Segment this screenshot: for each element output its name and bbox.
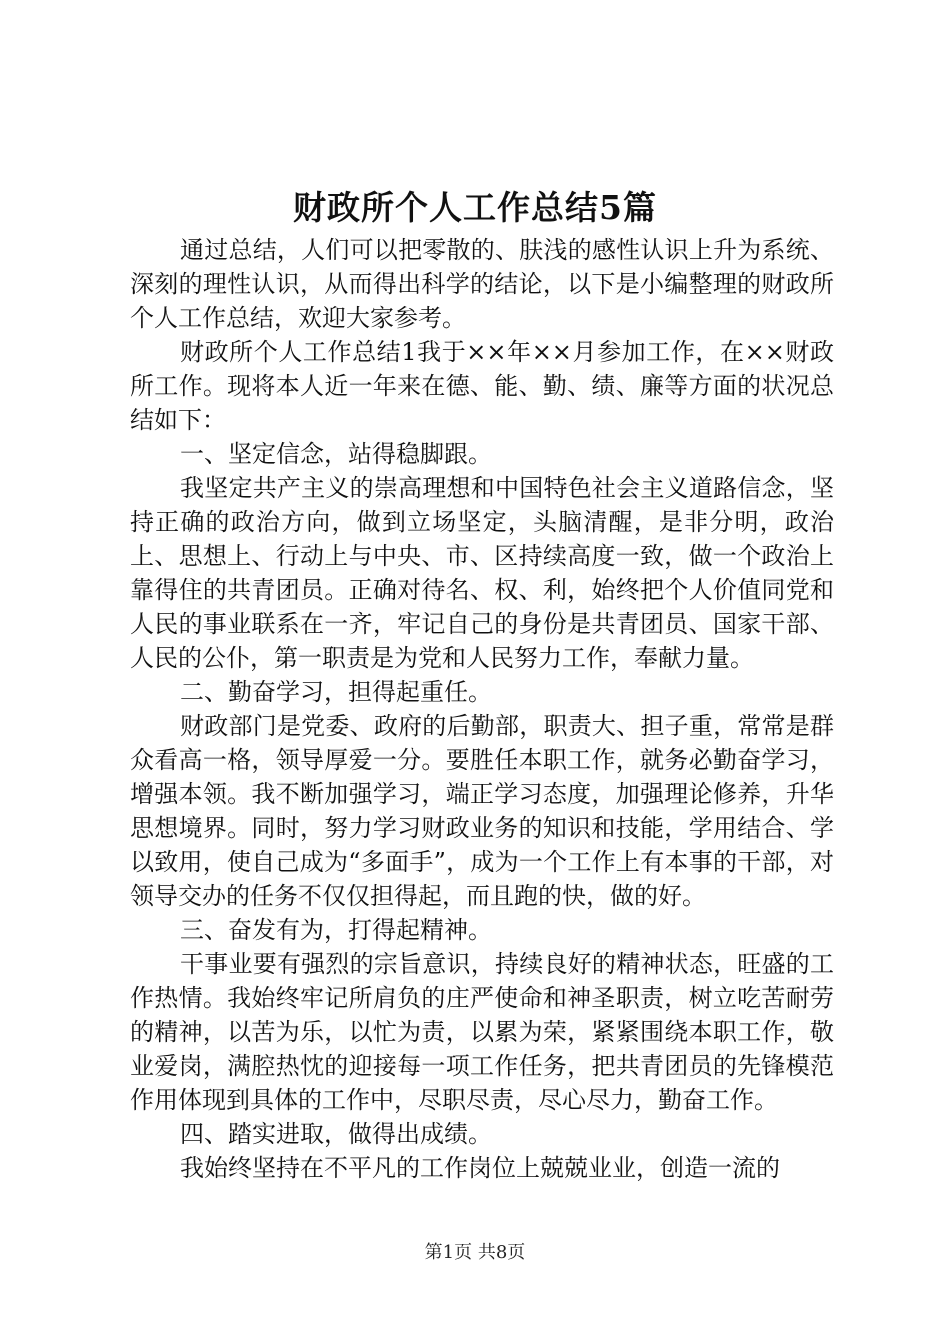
section-heading-4: 四、踏实进取，做得出成绩。	[180, 1120, 492, 1148]
section-paragraph-4: 我始终坚持在不平凡的工作岗位上兢兢业业，创造一流的	[180, 1154, 780, 1182]
section-paragraph-3: 干事业要有强烈的宗旨意识，持续良好的精神状态，旺盛的工作热情。我始终牢记所肩负的庄严使命和神圣职责，树立吃苦耐劳的精神，以苦为乐，以忙为责，以累为荣，紧紧围绕本职工作，敬业爱岗，满腔热忱的迎接每一项工作任务，把共青团员的先锋模范作用体现到具体的工作中，尽职尽责，尽心尽力，勤奋工作。	[130, 950, 834, 1114]
section-paragraph-1: 我坚定共产主义的崇高理想和中国特色社会主义道路信念，坚持正确的政治方向，做到立场坚定，头脑清醒，是非分明，政治上、思想上、行动上与中央、市、区持续高度一致，做一个政治上靠得住的共青团员。正确对待名、权、利，始终把个人价值同党和人民的事业联系在一齐，牢记自己的身份是共青团员、国家干部、人民的公仆，第一职责是为党和人民努力工作，奉献力量。	[130, 474, 834, 672]
document-body	[130, 233, 834, 1185]
section-heading-1: 一、坚定信念，站得稳脚跟。	[180, 440, 492, 468]
section-paragraph-2: 财政部门是党委、政府的后勤部，职责大、担子重，常常是群众看高一格，领导厚爱一分。要胜任本职工作，就务必勤奋学习，增强本领。我不断加强学习，端正学习态度，加强理论修养，升华思想境界。同时，努力学习财政业务的知识和技能，学用结合、学以致用，使自己成为“多面手”，成为一个工作上有本事的干部，对领导交办的任务不仅仅担得起，而且跑的快，做的好。	[130, 712, 834, 910]
page-footer: 第1页 共8页	[424, 1242, 526, 1263]
section-heading-2: 二、勤奋学习，担得起重任。	[180, 678, 492, 706]
section-heading-3: 三、奋发有为，打得起精神。	[180, 916, 492, 944]
summary-1-opening-paragraph: 财政所个人工作总结1我于××年××月参加工作，在××财政所工作。现将本人近一年来在德、能、勤、绩、廉等方面的状况总结如下：	[130, 338, 834, 434]
document-title: 财政所个人工作总结5篇	[293, 188, 657, 227]
intro-paragraph: 通过总结，人们可以把零散的、肤浅的感性认识上升为系统、深刻的理性认识，从而得出科学的结论，以下是小编整理的财政所个人工作总结，欢迎大家参考。	[130, 236, 834, 332]
